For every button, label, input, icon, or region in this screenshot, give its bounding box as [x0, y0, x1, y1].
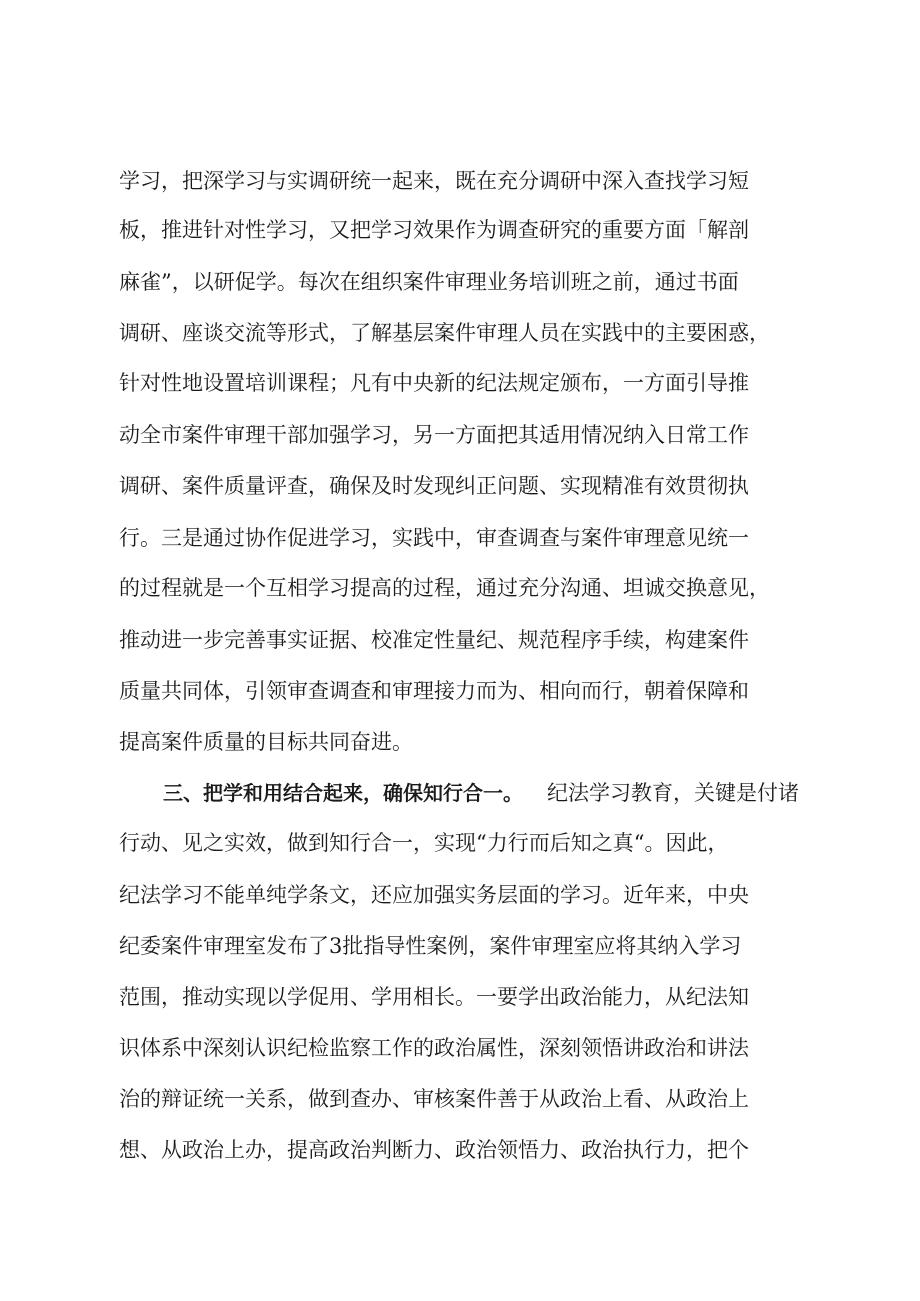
- line-text: 调研、案件质量评查，确保及时发现纠正问题、实现精准有效贯彻执: [119, 474, 749, 498]
- text-line: [0, 823, 920, 863]
- line-text: 板，推进针对性学习，又把学习效果作为调查研究的重要方面「解剖: [119, 218, 749, 242]
- line-text: 的过程就是一个互相学习提高的过程，通过充分沟通、坦诚交换意见，: [119, 576, 770, 600]
- line-text: 动全市案件审理干部加强学习，另一方面把其适用情况纳入日常工作: [119, 423, 749, 447]
- line-text: 行动、见之实效，做到知行合一，实现“力行而后知之真“。因此，: [119, 831, 729, 855]
- text-line: [0, 363, 920, 403]
- text-line: [0, 568, 920, 608]
- text-line: [0, 671, 920, 711]
- text-line: [0, 313, 920, 353]
- line-text: 调研、座谈交流等形式，了解基层案件审理人员在实践中的主要困惑，: [119, 321, 770, 345]
- line-text: 麻雀”，以研促学。每次在组织案件审理业务培训班之前，通过书面: [119, 270, 739, 294]
- line-text: 纪法学习不能单纯学条文，还应加强实务层面的学习。近年来，中央: [119, 883, 749, 907]
- text-line: [0, 620, 920, 660]
- line-text: 治的辩证统一关系，做到查办、审核案件善于从政治上看、从政治上: [119, 1087, 749, 1111]
- section-heading: 三、把学和用结合起来，确保知行合一。: [163, 781, 523, 805]
- line-text: 针对性地设置培训课程；凡有中央新的纪法规定颁布，一方面引导推: [119, 371, 749, 395]
- line-text: 推动进一步完善事实证据、校准定性量纪、规范程序手续，构建案件: [119, 628, 749, 652]
- line-text: 纪委案件审理室发布了3批指导性案例，案件审理室应将其纳入学习: [119, 934, 742, 958]
- text-line: [0, 518, 920, 558]
- text-line: [0, 210, 920, 250]
- line-text: 学习，把深学习与实调研统一起来，既在充分调研中深入查找学习短: [119, 169, 749, 193]
- text-line: [0, 1079, 920, 1119]
- line-text: 想、从政治上办，提高政治判断力、政治领悟力、政治执行力，把个: [119, 1138, 749, 1162]
- text-line: [0, 773, 920, 813]
- line-text: 识体系中深刻认识纪检监察工作的政治属性，深刻领悟讲政治和讲法: [119, 1036, 749, 1060]
- text-line: [0, 161, 920, 201]
- text-line: [0, 875, 920, 915]
- text-line: [0, 466, 920, 506]
- line-text: 范围，推动实现以学促用、学用相长。一要学出政治能力，从纪法知: [119, 985, 749, 1009]
- text-line: [0, 926, 920, 966]
- line-text: 提高案件质量的目标共同奋进。: [119, 730, 413, 754]
- line-text: 行。三是通过协作促进学习，实践中，审查调查与案件审理意见统一: [119, 526, 749, 550]
- text-line: [0, 1130, 920, 1170]
- text-line: [0, 977, 920, 1017]
- text-line: [0, 262, 920, 302]
- text-line: [0, 1028, 920, 1068]
- line-text: 纪法学习教育，关键是付诸: [547, 781, 799, 805]
- text-line: [0, 722, 920, 762]
- text-line: [0, 415, 920, 455]
- line-text: 质量共同体，引领审查调查和审理接力而为、相向而行，朝着保障和: [119, 679, 749, 703]
